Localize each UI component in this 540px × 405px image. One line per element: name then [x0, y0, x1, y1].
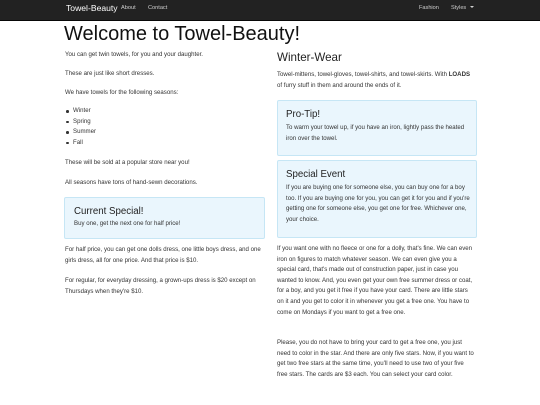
- nav-link-about[interactable]: About: [121, 5, 136, 11]
- current-special-title: Current Special!: [74, 206, 144, 217]
- list-item: Summer: [65, 127, 265, 138]
- sidebar-intro-text: Towel-mittens, towel-gloves, towel-shirts, and towel-skirts. With: [277, 71, 449, 78]
- special-event-body: If you are buying one for someone else, you can buy one for a boy too. If you are buying one for you, you can get it for you and if you're getting one for someone else, you get one for free. Whichever one, your choice.: [286, 184, 470, 223]
- main-intro-3: [65, 88, 265, 99]
- seasons-list-wrap: [65, 106, 265, 148]
- decor-note: [65, 178, 265, 189]
- regular-paragraph: For regular, for everyday dressing, a grown-ups dress is $20 except on Thursdays when they're $10.: [65, 277, 256, 295]
- current-special-body: Buy one, get the next one for half price!: [74, 220, 181, 227]
- intro-paragraph: We have towels for the following seasons:: [65, 89, 179, 96]
- list-item: Spring: [65, 117, 265, 128]
- sidebar-details-paragraph: If you want one with no fleece or one for a dolly, that's fine. We can even iron on figures to match whatever season. We can even give you a special card, that's made out of construction paper, just in case you wanted to know. And, you even get your own free summer dress or coat, for a boy, and you get it free if you have your card. There are little stars on it and you get to color it in whenever you get a free one. You have to come on Mondays if you want to get a free one.: [277, 245, 473, 316]
- navbar: [0, 0, 540, 21]
- sale-note: [65, 158, 265, 169]
- nav-dropdown-styles[interactable]: [451, 5, 474, 11]
- pro-tip-title: Pro-Tip!: [286, 109, 321, 120]
- caret-down-icon: [470, 6, 474, 8]
- list-item: Winter: [65, 106, 265, 117]
- nav-dropdown-styles-label: Styles: [451, 5, 467, 11]
- decor-paragraph: All seasons have tons of hand-sewn decorations.: [65, 179, 198, 186]
- sidebar-heading: Winter-Wear: [277, 51, 342, 64]
- list-item: Fall: [65, 138, 265, 149]
- half-price-paragraph: For half price, you can get one dolls dress, one little boys dress, and one girls dress, all for one price. And that price is $10.: [65, 246, 261, 264]
- special-event-panel: [277, 160, 477, 238]
- main-intro: [65, 50, 265, 61]
- sidebar-card-paragraph: Please, you do not have to bring your card to get a free one, you just need to color in the star. And there are only five stars. Now, if you want to get two free stars at the same time, you'll need to use two of your five free stars. The cards are $3 each. You can select your card color.: [277, 339, 474, 378]
- regular-note: [65, 276, 265, 297]
- nav-link-fashion[interactable]: Fashion: [419, 5, 439, 11]
- brand-link[interactable]: Towel-Beauty: [66, 3, 118, 13]
- half-price-note: [65, 245, 265, 266]
- sidebar-details: [277, 244, 475, 318]
- special-event-title: Special Event: [286, 169, 346, 180]
- loads-emphasis: LOADS: [448, 71, 471, 78]
- sidebar-card-info: [277, 338, 475, 380]
- sidebar-intro-text-end: of furry stuff in them and around the ends of it.: [277, 81, 402, 89]
- sidebar-intro-paragraph: [277, 70, 475, 91]
- sale-paragraph: These will be sold at a popular store near you!: [65, 159, 190, 166]
- page-title: Welcome to Towel-Beauty!: [64, 23, 301, 45]
- nav-link-contact[interactable]: Contact: [148, 5, 168, 11]
- intro-paragraph: You can get twin towels, for you and your daughter.: [65, 51, 203, 58]
- seasons-list: [65, 106, 265, 148]
- pro-tip-body: To warm your towel up, if you have an iron, lightly pass the heated iron over the towel.: [286, 124, 465, 142]
- intro-paragraph: These are just like short dresses.: [65, 70, 155, 77]
- main-intro-2: [65, 69, 265, 80]
- current-special-panel: [64, 197, 265, 239]
- pro-tip-panel: [277, 100, 477, 156]
- sidebar-intro: [277, 70, 475, 91]
